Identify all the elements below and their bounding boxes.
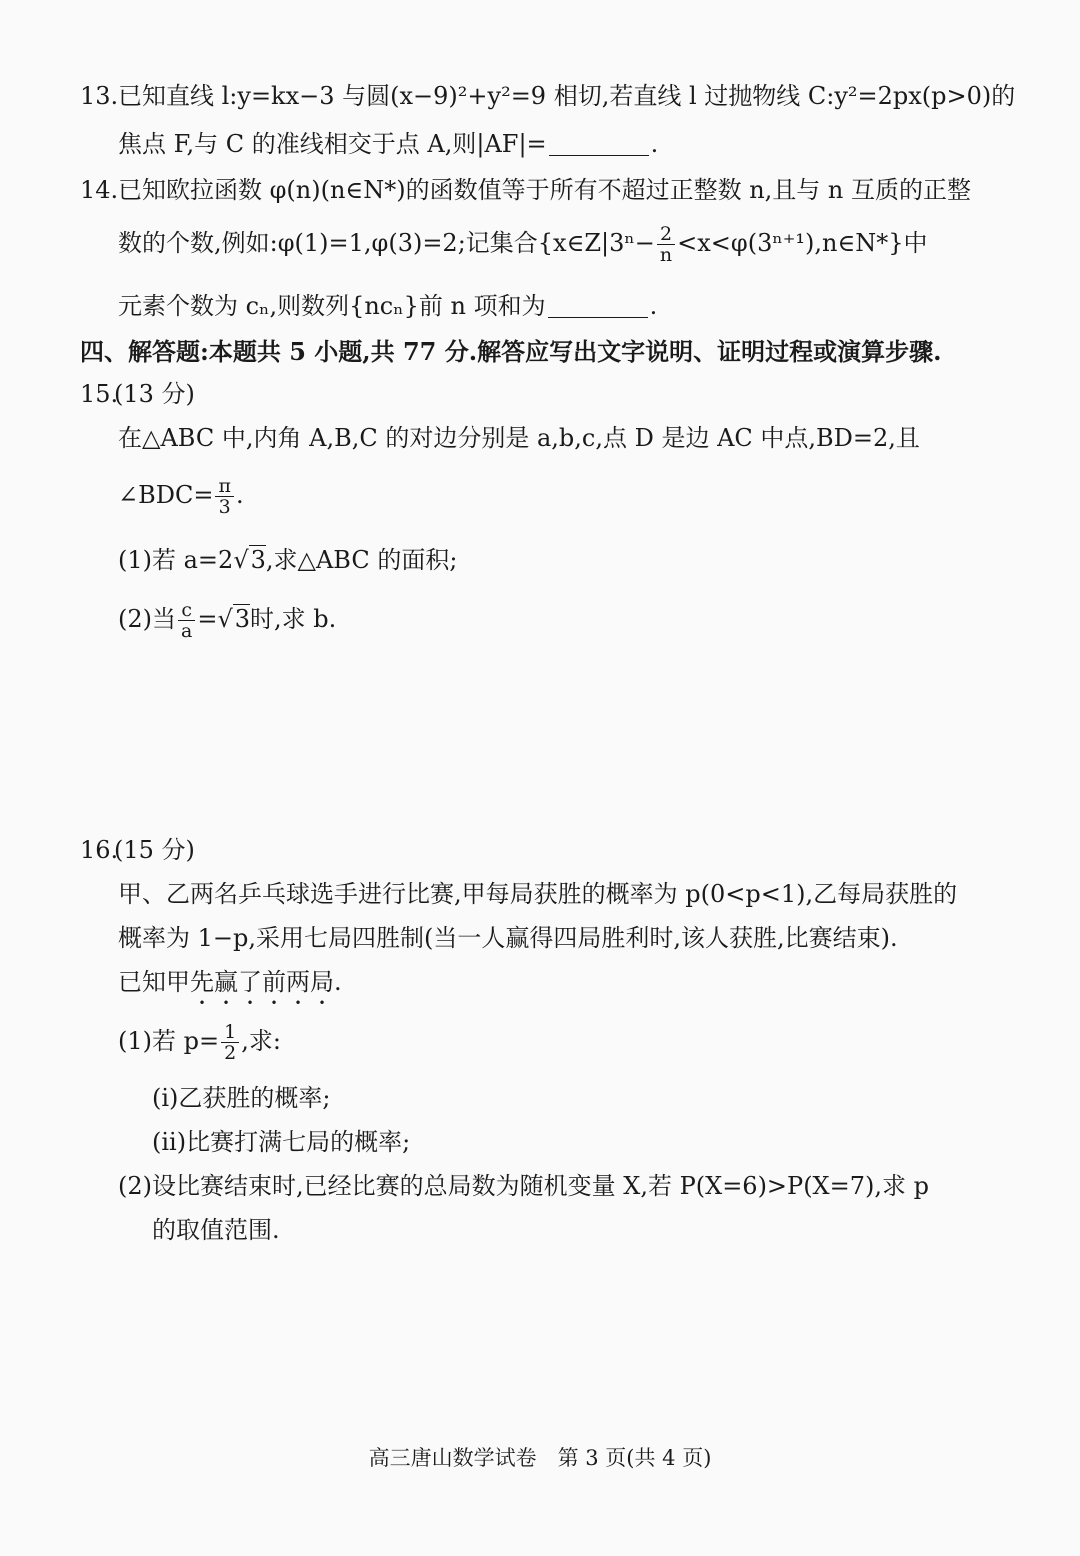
page-footer: 高三唐山数学试卷 第 3 页(共 4 页) [368,1446,712,1470]
q15-part2-numerator: c [178,600,195,621]
q14-fraction-denominator: n [659,244,673,266]
q16-score: (15 分) [114,836,195,864]
q16-part1-text: (1)若 p= [118,1027,220,1055]
q16-part2-line2: 的取值范围. [152,1216,280,1244]
q15-angle-fraction [215,476,234,517]
q15-part2-text: (2)当 [118,605,176,633]
q15-part2-denominator: a [181,620,193,642]
q15-part1-end: ,求△ABC 的面积; [265,546,458,574]
q13-line2-end: . [650,130,659,158]
q16-line3-end: . [334,968,342,996]
q16-line2: 概率为 1−p,采用七局四胜制(当一人赢得四局胜利时,该人获胜,比赛结束). [118,924,898,952]
q14-line2 [118,224,928,265]
q15-score: (13 分) [114,380,195,408]
q15-number: 15. [80,380,119,408]
q14-line3-text: 元素个数为 cₙ,则数列{ncₙ}前 n 项和为 [118,292,546,320]
q16-line3-text: 已知甲 [118,968,190,996]
sqrt-icon: √ [233,546,249,574]
q16-line3 [118,966,342,1010]
q14-line1: 已知欧拉函数 φ(n)(n∈N*)的函数值等于所有不超过正整数 n,且与 n 互质的正整 [118,176,971,204]
q15-part1 [118,544,457,576]
q14-fraction-numerator: 2 [657,224,675,245]
q15-part1-radicand: 3 [250,546,266,574]
q15-line2-text: ∠BDC= [118,481,214,509]
q14-line3-end: . [649,292,658,320]
q14-fraction [657,224,675,265]
q16-part2-line1: (2)设比赛结束时,已经比赛的总局数为随机变量 X,若 P(X=6)>P(X=7),求 p [118,1172,930,1200]
q15-part1-text: (1)若 a=2 [118,546,234,574]
q13-line2 [118,128,658,160]
q15-part2-radicand: 3 [234,605,251,633]
q15-part2 [118,600,336,641]
q15-part2-end: 时,求 b. [250,605,337,633]
q15-part2-equals: =√ [197,605,233,633]
q13-number: 13. [80,82,119,110]
q16-part1-numerator: 1 [221,1022,239,1043]
q15-part2-fraction [178,600,195,641]
q15-angle-numerator: π [215,476,234,497]
q16-part1-fraction [221,1022,239,1063]
q16-number: 16. [80,836,119,864]
q14-line2-end: <x<φ(3ⁿ⁺¹),n∈N*}中 [677,229,928,257]
q16-line1: 甲、乙两名乒乓球选手进行比赛,甲每局获胜的概率为 p(0<p<1),乙每局获胜的 [118,880,958,908]
q14-number: 14. [80,176,119,204]
q16-part1 [118,1022,281,1063]
q13-answer-blank [549,131,649,156]
q14-line2-text: 数的个数,例如:φ(1)=1,φ(3)=2;记集合{x∈Z|3ⁿ− [118,229,655,257]
q15-angle-denominator: 3 [218,496,231,518]
q16-sub1: (i)乙获胜的概率; [152,1084,331,1112]
q16-part1-end: ,求: [241,1027,281,1055]
q16-emphasized-text: 先赢了前两局 [190,968,334,996]
q13-line1: 已知直线 l:y=kx−3 与圆(x−9)²+y²=9 相切,若直线 l 过抛物线 C:y²=2px(p>0)的 [118,82,1016,110]
q14-answer-blank [548,293,648,318]
q16-sub2: (ii)比赛打满七局的概率; [152,1128,411,1156]
q15-line2 [118,476,244,517]
section-4-heading: 四、解答题:本题共 5 小题,共 77 分.解答应写出文字说明、证明过程或演算步骤. [80,337,942,366]
q14-line3 [118,290,657,322]
q15-line2-end: . [235,481,244,509]
q13-line2-text: 焦点 F,与 C 的准线相交于点 A,则|AF|= [118,130,547,158]
q15-line1: 在△ABC 中,内角 A,B,C 的对边分别是 a,b,c,点 D 是边 AC 中点,BD=2,且 [118,424,920,452]
q16-part1-denominator: 2 [224,1042,237,1064]
